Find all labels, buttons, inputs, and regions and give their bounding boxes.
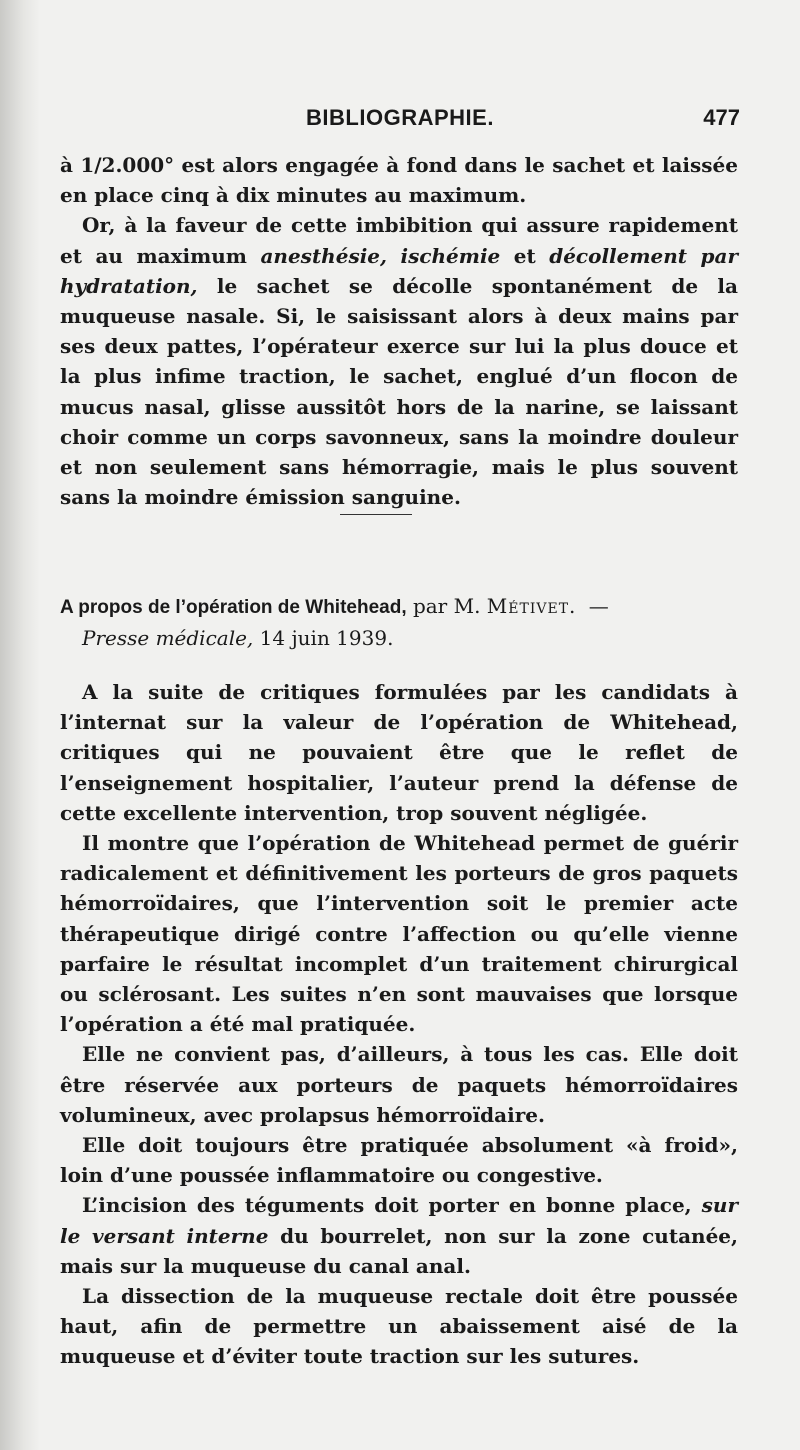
continued-review [60, 150, 738, 512]
paragraph: à 1/2.000° est alors engagée à fond dans le sachet et laissée en place cinq à dix minutes au maximum. [60, 153, 738, 208]
article-reference [60, 591, 738, 653]
emphasis: sur le versant interne [60, 1193, 738, 1248]
journal-name: Presse médicale, [82, 626, 254, 650]
paragraph: A la suite de critiques formulées par les candidats à l’internat sur la valeur de l’opération de Whitehead, critiques qui ne pouvaient être que le reflet de l’enseignement hospitalier, l’auteur prend la défense de cette excellente intervention, trop souvent négligée. [60, 680, 738, 825]
page-number: 477 [703, 105, 740, 130]
paragraph: Il montre que l’opération de Whitehead permet de guérir radicalement et définitivement les porteurs de gros paquets hémorroïdaires, que l’intervention soit le premier acte thérapeutique dirigé contre l’affection ou qu’elle vienne parfaire le résultat incomplet d’un traitement chirurgical ou sclérosant. Les suites n’en sont mauvaises que lorsque l’opération a été mal pratiquée. [60, 831, 738, 1037]
paragraph: L’incision des téguments doit porter en bonne place, sur le versant interne du bourrelet, non sur la zone cutanée, mais sur la muqueuse du canal anal. [60, 1193, 738, 1278]
dash: — [588, 594, 609, 618]
emphasis: décollement par hydratation, [60, 243, 739, 298]
paragraph: La dissection de la muqueuse rectale doit être poussée haut, afin de permettre un abaissement aisé de la muqueuse et d’éviter toute traction sur les sutures. [60, 1284, 738, 1369]
by-label: par M. [412, 594, 481, 618]
page-header [60, 105, 740, 135]
review-body [60, 677, 738, 1372]
paragraph: Elle doit toujours être pratiquée absolument «à froid», loin d’une poussée inflammatoire ou congestive. [60, 1133, 738, 1188]
paragraph: Elle ne convient pas, d’ailleurs, à tous les cas. Elle doit être réservée aux porteurs de paquets hémorroïdaires volumineux, avec prolapsus hémorroïdaire. [60, 1042, 738, 1127]
section-divider [340, 514, 412, 515]
running-title: BIBLIOGRAPHIE. [306, 105, 494, 130]
article-title: A propos de l’opération de Whitehead, [60, 597, 407, 618]
emphasis: anesthésie, ischémie [260, 243, 501, 268]
paragraph: Or, à la faveur de cette imbibition qui assure rapidement et au maximum anesthésie, ischémie et décollement par hydratation, le sachet se décolle spontanément de la muqueuse nasale. Si, le saisissant alors à deux mains par ses deux pattes, l’opérateur exerce sur lui la plus douce et la plus infime traction, le sachet, englué d’un flocon de mucus nasal, glisse aussitôt hors de la narine, se laissant choir comme un corps savonneux, sans la moindre douleur et non seulement sans hémorragie, mais le plus souvent sans la moindre émission sanguine. [60, 213, 739, 510]
article-author: Métivet. [486, 594, 577, 618]
publication-date: 14 juin 1939. [259, 626, 394, 650]
page-binding-shadow [0, 0, 40, 1450]
